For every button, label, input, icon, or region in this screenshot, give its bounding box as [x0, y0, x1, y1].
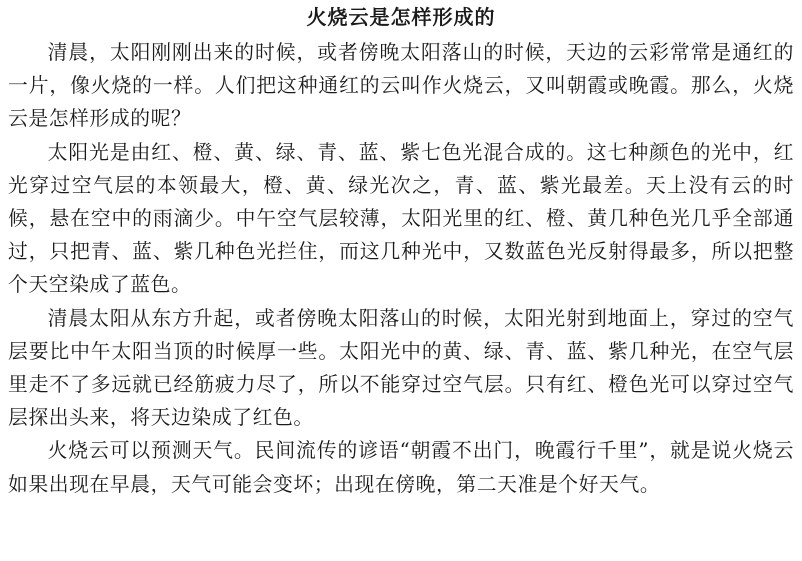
paragraph-morning-evening: 清晨太阳从东方升起，或者傍晚太阳落山的时候，太阳光射到地面上，穿过的空气层要比中午太阳当顶的时候厚一些。太阳光中的黄、绿、青、蓝、紫几种光，在空气层里走不了多远就已经筋疲力尽了，所以不能穿过空气层。只有红、橙色光可以穿过空气层探出头来，将天边染成了红色。	[8, 306, 794, 430]
paragraph-sunlight-colors: 太阳光是由红、橙、黄、绿、青、蓝、紫七色光混合成的。这七种颜色的光中，红光穿过空气层的本领最大，橙、黄、绿光次之，青、蓝、紫光最差。天上没有云的时候，悬在空中的雨滴少。中午空气层较薄，太阳光里的红、橙、黄几种色光几乎全部通过，只把青、蓝、紫几种色光拦住，而这几种光中，又数蓝色光反射得最多，所以把整个天空染成了蓝色。	[8, 140, 794, 297]
paragraph-intro: 清晨，太阳刚刚出来的时候，或者傍晚太阳落山的时候，天边的云彩常常是通红的一片，像火烧的一样。人们把这种通红的云叫作火烧云，又叫朝霞或晚霞。那么，火烧云是怎样形成的呢？	[8, 41, 794, 131]
document-title: 火烧云是怎样形成的	[306, 5, 496, 29]
paragraph-weather-prediction: 火烧云可以预测天气。民间流传的谚语“朝霞不出门，晚霞行千里”，就是说火烧云如果出现在早晨，天气可能会变坏；出现在傍晚，第二天准是个好天气。	[8, 439, 794, 496]
